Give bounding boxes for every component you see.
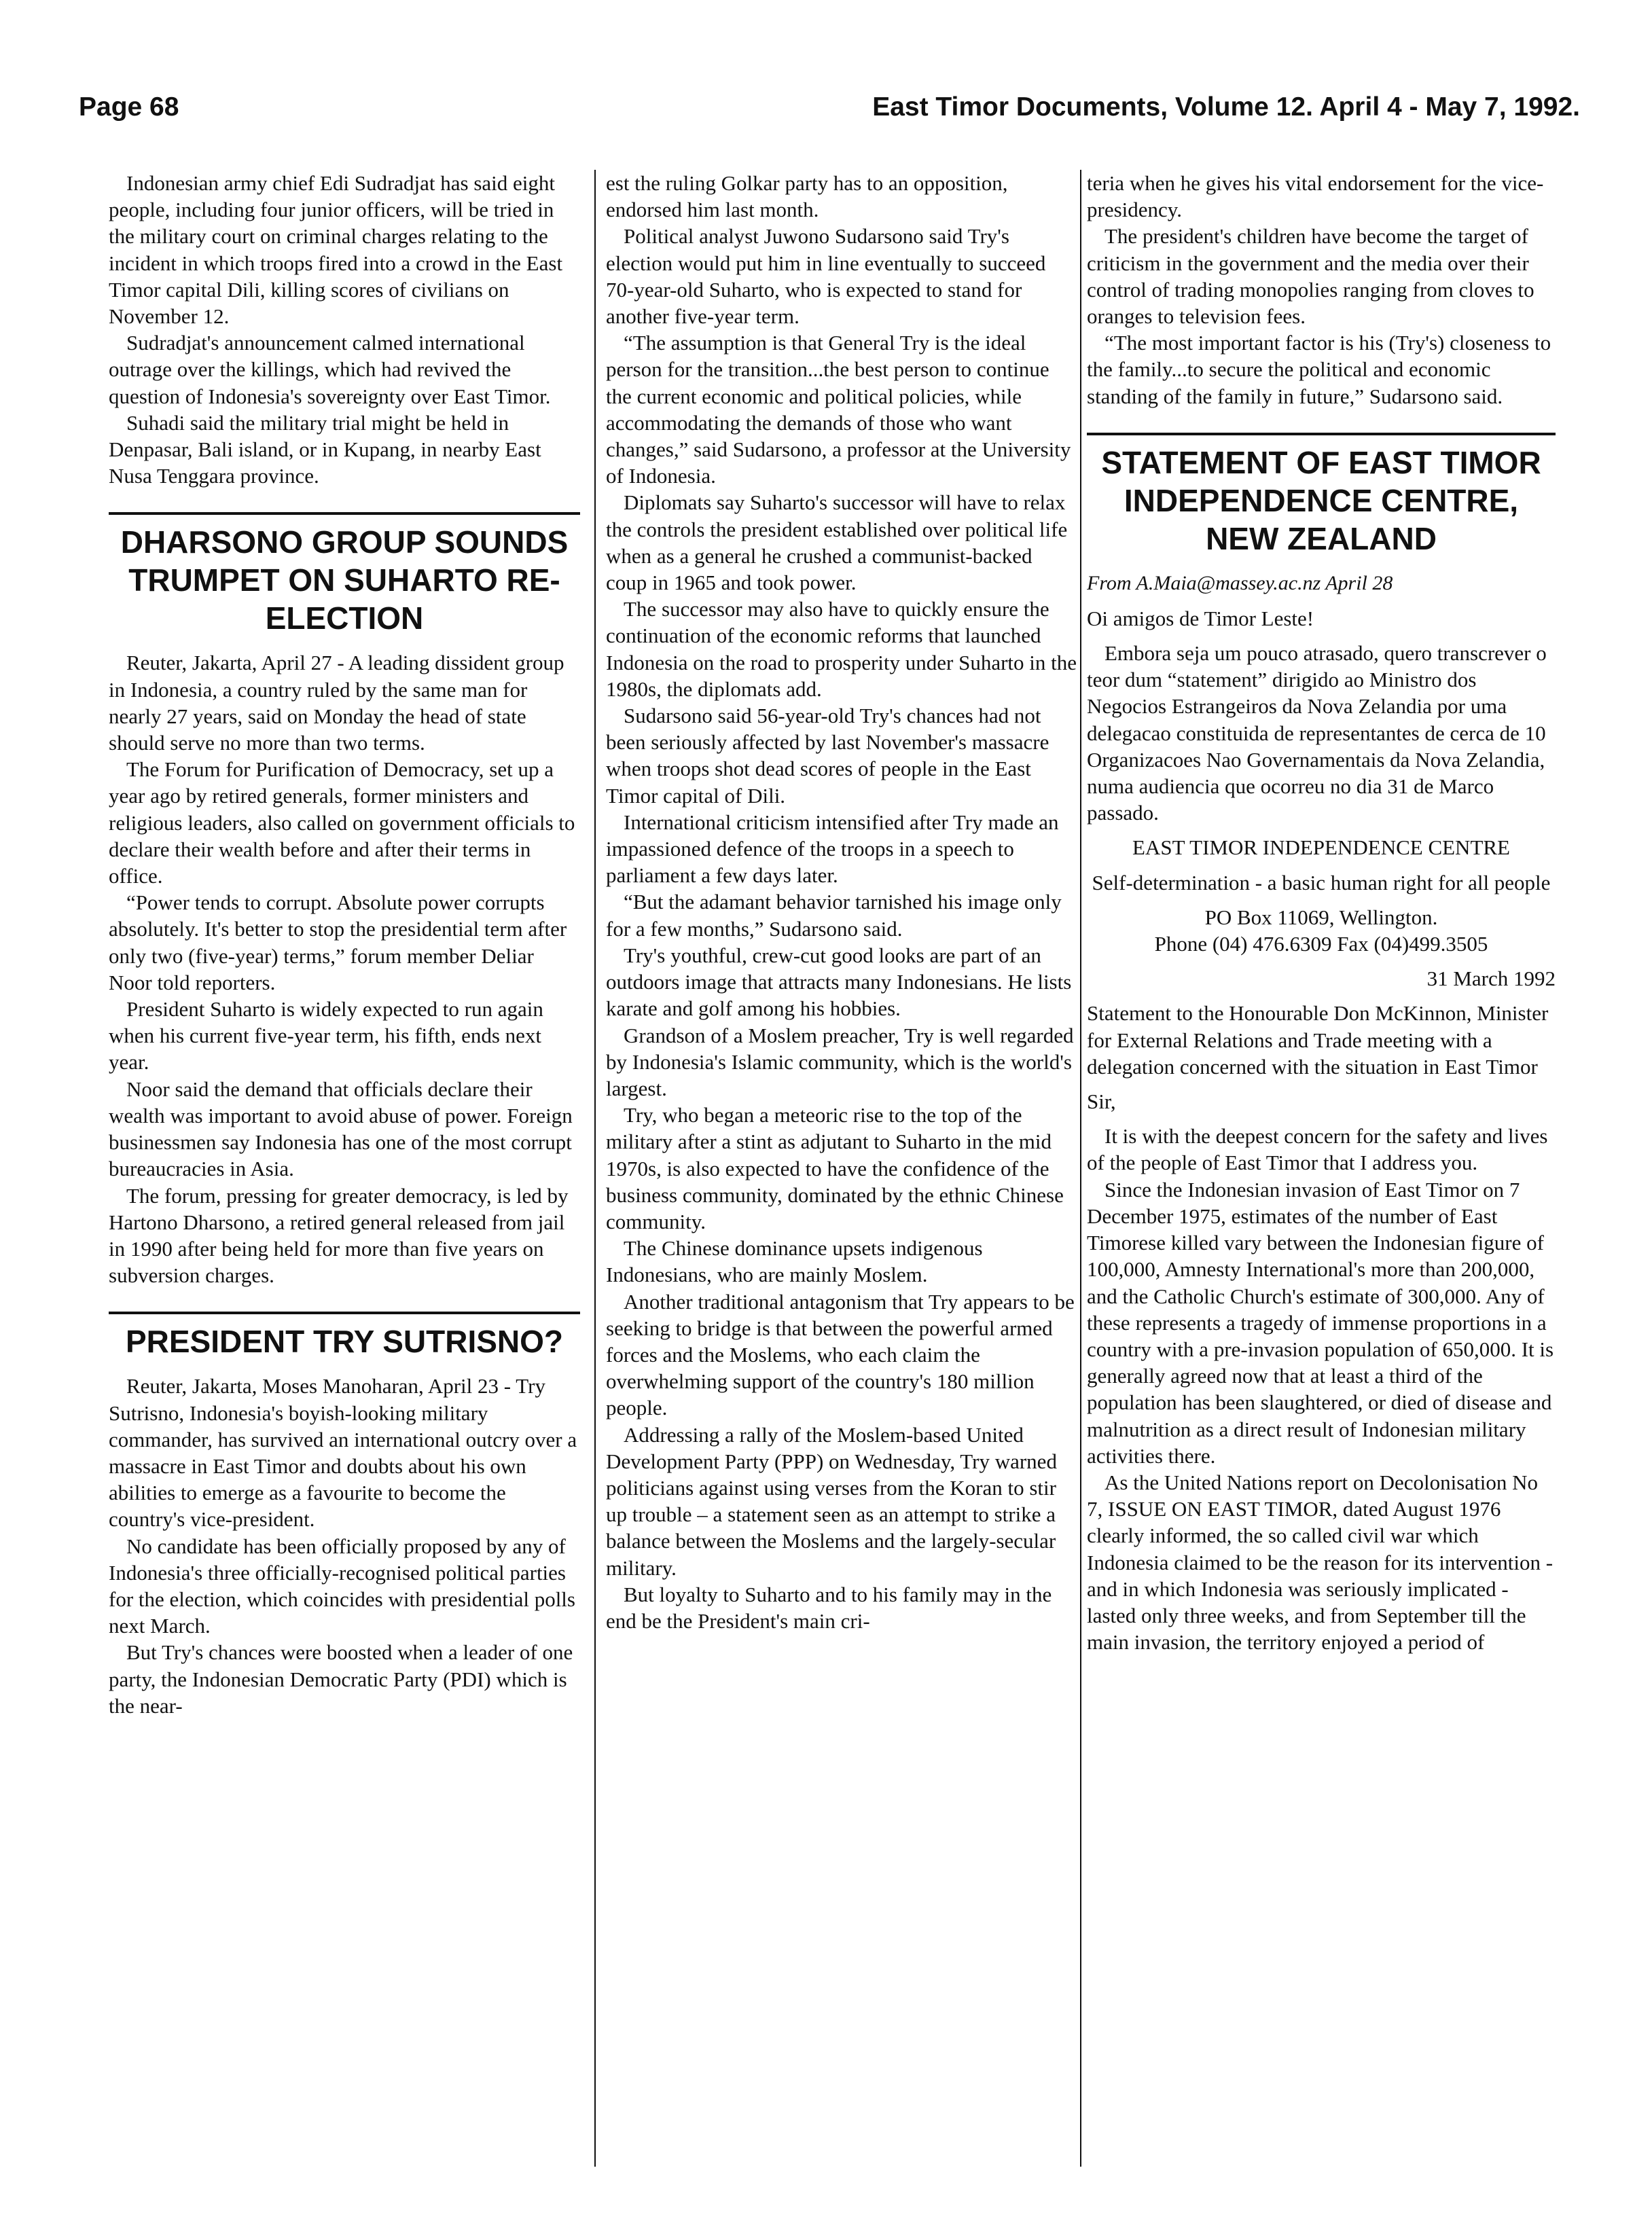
page-header bbox=[79, 87, 1580, 128]
org-address: PO Box 11069, Wellington. bbox=[1204, 905, 1438, 929]
paragraph: Indonesian army chief Edi Sudradjat has said eight people, including four junior officers, will be tried in the military court on criminal charges relating to the incident in which troops fired into a crowd in the East Timor capital Dili, killing scores of civilians on November 12. bbox=[109, 171, 563, 329]
paragraph: The Chinese dominance upsets indigenous Indonesians, who are mainly Moslem. bbox=[606, 1236, 983, 1287]
paragraph: Reuter, Jakarta, April 27 - A leading dissident group in Indonesia, a country ruled by the same man for nearly 27 years, said on Monday the head of state should serve no more than two terms. bbox=[109, 651, 564, 755]
from-line: From A.Maia@massey.ac.nz April 28 bbox=[1087, 571, 1393, 594]
column-2 bbox=[606, 170, 1077, 2207]
article-headline: DHARSONO GROUP SOUNDS TRUMPET ON SUHARTO RE-ELECTION bbox=[109, 512, 580, 637]
paragraph: Another traditional antagonism that Try appears to be seeking to bridge is that between the powerful armed forces and the Moslems, who each claim the overwhelming support of the country's 180 million people. bbox=[606, 1289, 1075, 1420]
paragraph: President Suharto is widely expected to run again when his current five-year term, his fifth, ends next year. bbox=[109, 997, 543, 1075]
letter-date: 31 March 1992 bbox=[1426, 967, 1556, 991]
paragraph: Sudarsono said 56-year-old Try's chances had not been seriously affected by last November's massacre when troops shot dead scores of people in the East Timor capital of Dili. bbox=[606, 704, 1049, 808]
column-1 bbox=[109, 170, 580, 2207]
paragraph: The Forum for Purification of Democracy, set up a year ago by retired generals, former ministers and religious leaders, also called on government officials to declare their wealth before and after their terms in office. bbox=[109, 757, 575, 888]
paragraph: Try, who began a meteoric rise to the top of the military after a stint as adjutant to Suharto in the mid 1970s, is also expected to have the confidence of the business community, dominated by the ethnic Chinese community. bbox=[606, 1103, 1064, 1233]
paragraph: But loyalty to Suharto and to his family may in the end be the President's main cri- bbox=[606, 1582, 1052, 1633]
salutation: Sir, bbox=[1087, 1089, 1116, 1114]
paragraph: The successor may also have to quickly ensure the continuation of the economic reforms that launched Indonesia on the road to prosperity under Suharto in the 1980s, the diplomats add. bbox=[606, 597, 1077, 701]
paragraph: Suhadi said the military trial might be held in Denpasar, Bali island, or in Kupang, in nearby East Nusa Tenggara province. bbox=[109, 410, 541, 488]
column-3 bbox=[1087, 170, 1556, 2207]
org-name: EAST TIMOR INDEPENDENCE CENTRE bbox=[1132, 835, 1510, 860]
publication-title: East Timor Documents, Volume 12. April 4 - May 7, 1992. bbox=[872, 92, 1580, 122]
paragraph: “The most important factor is his (Try's) closeness to the family...to secure the political and economic standing of the family in future,” Sudarsono said. bbox=[1087, 331, 1551, 408]
paragraph: Addressing a rally of the Moslem-based United Development Party (PPP) on Wednesday, Try warned politicians against using verses from the Koran to stir up trouble – a statement seen as an attempt to strike a balance between the Moslems and the largely-secular military. bbox=[606, 1422, 1057, 1580]
article-headline: STATEMENT OF EAST TIMOR INDEPENDENCE CENTRE, NEW ZEALAND bbox=[1087, 433, 1556, 558]
page-number: Page 68 bbox=[79, 92, 179, 122]
paragraph: teria when he gives his vital endorsement for the vice-presidency. bbox=[1087, 171, 1544, 222]
paragraph: It is with the deepest concern for the safety and lives of the people of East Timor that I address you. bbox=[1087, 1124, 1548, 1175]
org-motto: Self-determination - a basic human right for all people bbox=[1092, 870, 1551, 895]
paragraph: As the United Nations report on Decolonisation No 7, ISSUE ON EAST TIMOR, dated August 1976 clearly informed, the so called civil war which Indonesia claimed to be the reason for its intervention - and in which Indonesia was seriously implicated - lasted only three weeks, and from September till the main invasion, the territory enjoyed a period of bbox=[1087, 1470, 1554, 1655]
paragraph: Noor said the demand that officials declare their wealth was important to avoid abuse of power. Foreign businessmen say Indonesia has one of the most corrupt bureaucracies in Asia. bbox=[109, 1077, 573, 1181]
article-headline: PRESIDENT TRY SUTRISNO? bbox=[109, 1312, 580, 1360]
greeting: Oi amigos de Timor Leste! bbox=[1087, 606, 1314, 630]
paragraph: The president's children have become the target of criticism in the government and the media over their control of trading monopolies ranging from cloves to oranges to television fees. bbox=[1087, 224, 1534, 329]
paragraph: The forum, pressing for greater democracy, is led by Hartono Dharsono, a retired general released from jail in 1990 after being held for more than five years on subversion charges. bbox=[109, 1183, 569, 1288]
paragraph: International criticism intensified after Try made an impassioned defence of the troops in a speech to parliament a few days later. bbox=[606, 810, 1059, 888]
paragraph: Reuter, Jakarta, Moses Manoharan, April 23 - Try Sutrisno, Indonesia's boyish-looking military commander, has survived an international outcry over a massacre in East Timor and doubts about his own abilities to emerge as a favourite to become the country's vice-president. bbox=[109, 1374, 577, 1532]
paragraph: “The assumption is that General Try is the ideal person for the transition...the best person to continue the current economic and political policies, while accommodating the demands of those who want changes,” said Sudarsono, a professor at the University of Indonesia. bbox=[606, 331, 1071, 488]
paragraph: est the ruling Golkar party has to an opposition, endorsed him last month. bbox=[606, 171, 1008, 222]
column-divider bbox=[594, 170, 596, 2167]
paragraph: No candidate has been officially proposed by any of Indonesia's three officially-recognised political parties for the election, which coincides with presidential polls next March. bbox=[109, 1534, 575, 1638]
statement-recipient: Statement to the Honourable Don McKinnon, Minister for External Relations and Trade meeting with a delegation concerned with the situation in East Timor bbox=[1087, 1001, 1549, 1079]
column-divider bbox=[1080, 170, 1081, 2167]
paragraph: Grandson of a Moslem preacher, Try is well regarded by Indonesia's Islamic community, which is the world's largest. bbox=[606, 1023, 1074, 1100]
paragraph: Since the Indonesian invasion of East Timor on 7 December 1975, estimates of the number of East Timorese killed vary between the Indonesian figure of 100,000, Amnesty International's more than 200,000, and the Catholic Church's estimate of 300,000. Any of these represents a tragedy of immense proportions in a country with a pre-invasion population of 650,000. It is generally agreed now that at least a third of the population has been slaughtered, or died of disease and malnutrition as a direct result of Indonesian military activities there. bbox=[1087, 1177, 1554, 1468]
paragraph: “But the adamant behavior tarnished his image only for a few months,” Sudarsono said. bbox=[606, 890, 1062, 941]
org-phone: Phone (04) 476.6309 Fax (04)499.3505 bbox=[1154, 932, 1488, 956]
paragraph: Diplomats say Suharto's successor will have to relax the controls the president established over political life when as a general he crushed a communist-backed coup in 1965 and took power. bbox=[606, 490, 1068, 595]
paragraph: But Try's chances were boosted when a leader of one party, the Indonesian Democratic Party (PDI) which is the near- bbox=[109, 1640, 573, 1718]
paragraph: Embora seja um pouco atrasado, quero transcrever o teor dum “statement” dirigido ao Ministro dos Negocios Estrangeiros da Nova Zelandia por uma delegacao constituida de representantes de cerca de 10 Organizacoes Nao Governamentais da Nova Zelandia, numa audiencia que ocorreu no dia 31 de Marco passado. bbox=[1087, 641, 1547, 825]
paragraph: Political analyst Juwono Sudarsono said Try's election would put him in line eventually to succeed 70-year-old Suharto, who is expected to stand for another five-year term. bbox=[606, 224, 1046, 329]
paragraph: “Power tends to corrupt. Absolute power corrupts absolutely. It's better to stop the presidential term after only two (five-year) terms,” forum member Deliar Noor told reporters. bbox=[109, 890, 567, 994]
paragraph: Sudradjat's announcement calmed international outrage over the killings, which had revived the question of Indonesia's sovereignty over East Timor. bbox=[109, 331, 551, 408]
paragraph: Try's youthful, crew-cut good looks are part of an outdoors image that attracts many Indonesians. He lists karate and golf among his hobbies. bbox=[606, 943, 1072, 1021]
